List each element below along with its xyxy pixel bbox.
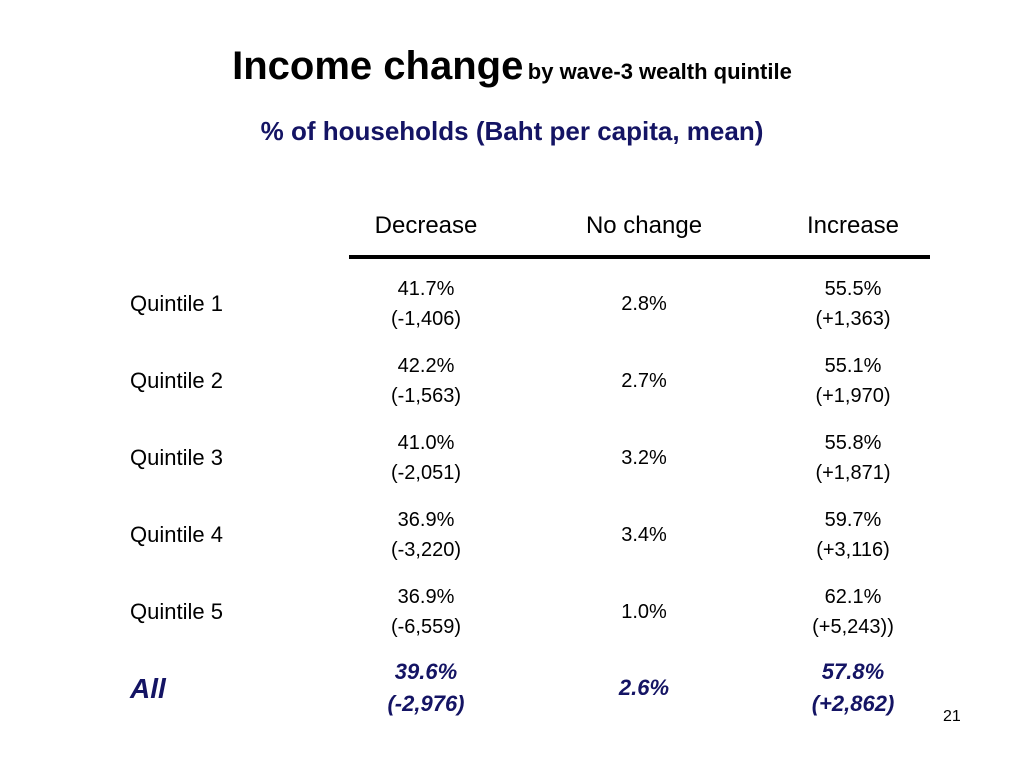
cell-percent: 36.9%: [397, 586, 455, 608]
cell-no-change: 2.7%: [621, 370, 667, 392]
cell-decrease: [387, 656, 464, 720]
cell-amount: (-2,976): [387, 691, 465, 716]
cell-percent: 42.2%: [397, 355, 455, 377]
cell-decrease: [391, 274, 461, 334]
cell-increase: [812, 656, 895, 720]
cell-increase: [816, 505, 890, 565]
slide-title: [0, 44, 1024, 89]
cell-no-change: 3.2%: [621, 447, 667, 469]
cell-no-change: 1.0%: [621, 601, 667, 623]
cell-percent: 55.1%: [824, 355, 882, 377]
cell-amount: (+2,862): [811, 691, 895, 716]
cell-no-change: 3.4%: [621, 524, 667, 546]
cell-amount: (-2,051): [390, 462, 462, 484]
cell-percent: 39.6%: [394, 659, 458, 684]
cell-no-change: 2.8%: [621, 293, 667, 315]
header-rule: [349, 255, 930, 259]
cell-increase: [812, 582, 894, 642]
cell-decrease: [391, 582, 461, 642]
cell-percent: 55.5%: [824, 278, 882, 300]
row-label: Quintile 2: [130, 368, 223, 393]
cell-percent: 57.8%: [821, 659, 885, 684]
cell-amount: (+1,871): [815, 462, 891, 484]
row-label: Quintile 5: [130, 599, 223, 624]
cell-amount: (+1,363): [815, 308, 891, 330]
row-label: Quintile 1: [130, 291, 223, 316]
row-label-all: All: [130, 673, 166, 704]
cell-amount: (-1,406): [390, 308, 462, 330]
cell-increase: [815, 428, 890, 488]
column-header-decrease: Decrease: [374, 212, 478, 239]
cell-decrease: [391, 505, 461, 565]
cell-decrease: [391, 351, 461, 411]
title-sub: by wave-3 wealth quintile: [527, 59, 792, 84]
cell-amount: (+3,116): [816, 539, 890, 561]
cell-percent: 55.8%: [824, 432, 882, 454]
cell-increase: [815, 351, 890, 411]
slide-subtitle: % of households (Baht per capita, mean): [260, 116, 764, 146]
cell-percent: 41.7%: [397, 278, 455, 300]
cell-increase: [815, 274, 890, 334]
cell-amount: (+5,243)): [812, 616, 894, 638]
cell-no-change: 2.6%: [618, 675, 670, 700]
cell-amount: (-6,559): [390, 616, 462, 638]
cell-amount: (-1,563): [390, 385, 462, 407]
cell-amount: (-3,220): [390, 539, 462, 561]
page-number: 21: [943, 708, 961, 725]
cell-percent: 41.0%: [397, 432, 455, 454]
title-main: Income change: [232, 44, 524, 88]
cell-percent: 59.7%: [824, 509, 882, 531]
row-label: Quintile 4: [130, 522, 223, 547]
cell-amount: (+1,970): [815, 385, 891, 407]
cell-percent: 36.9%: [397, 509, 455, 531]
column-header-increase: Increase: [806, 212, 900, 239]
row-label: Quintile 3: [130, 445, 223, 470]
cell-decrease: [391, 428, 461, 488]
column-header-no-change: No change: [585, 212, 703, 239]
cell-percent: 62.1%: [824, 586, 882, 608]
